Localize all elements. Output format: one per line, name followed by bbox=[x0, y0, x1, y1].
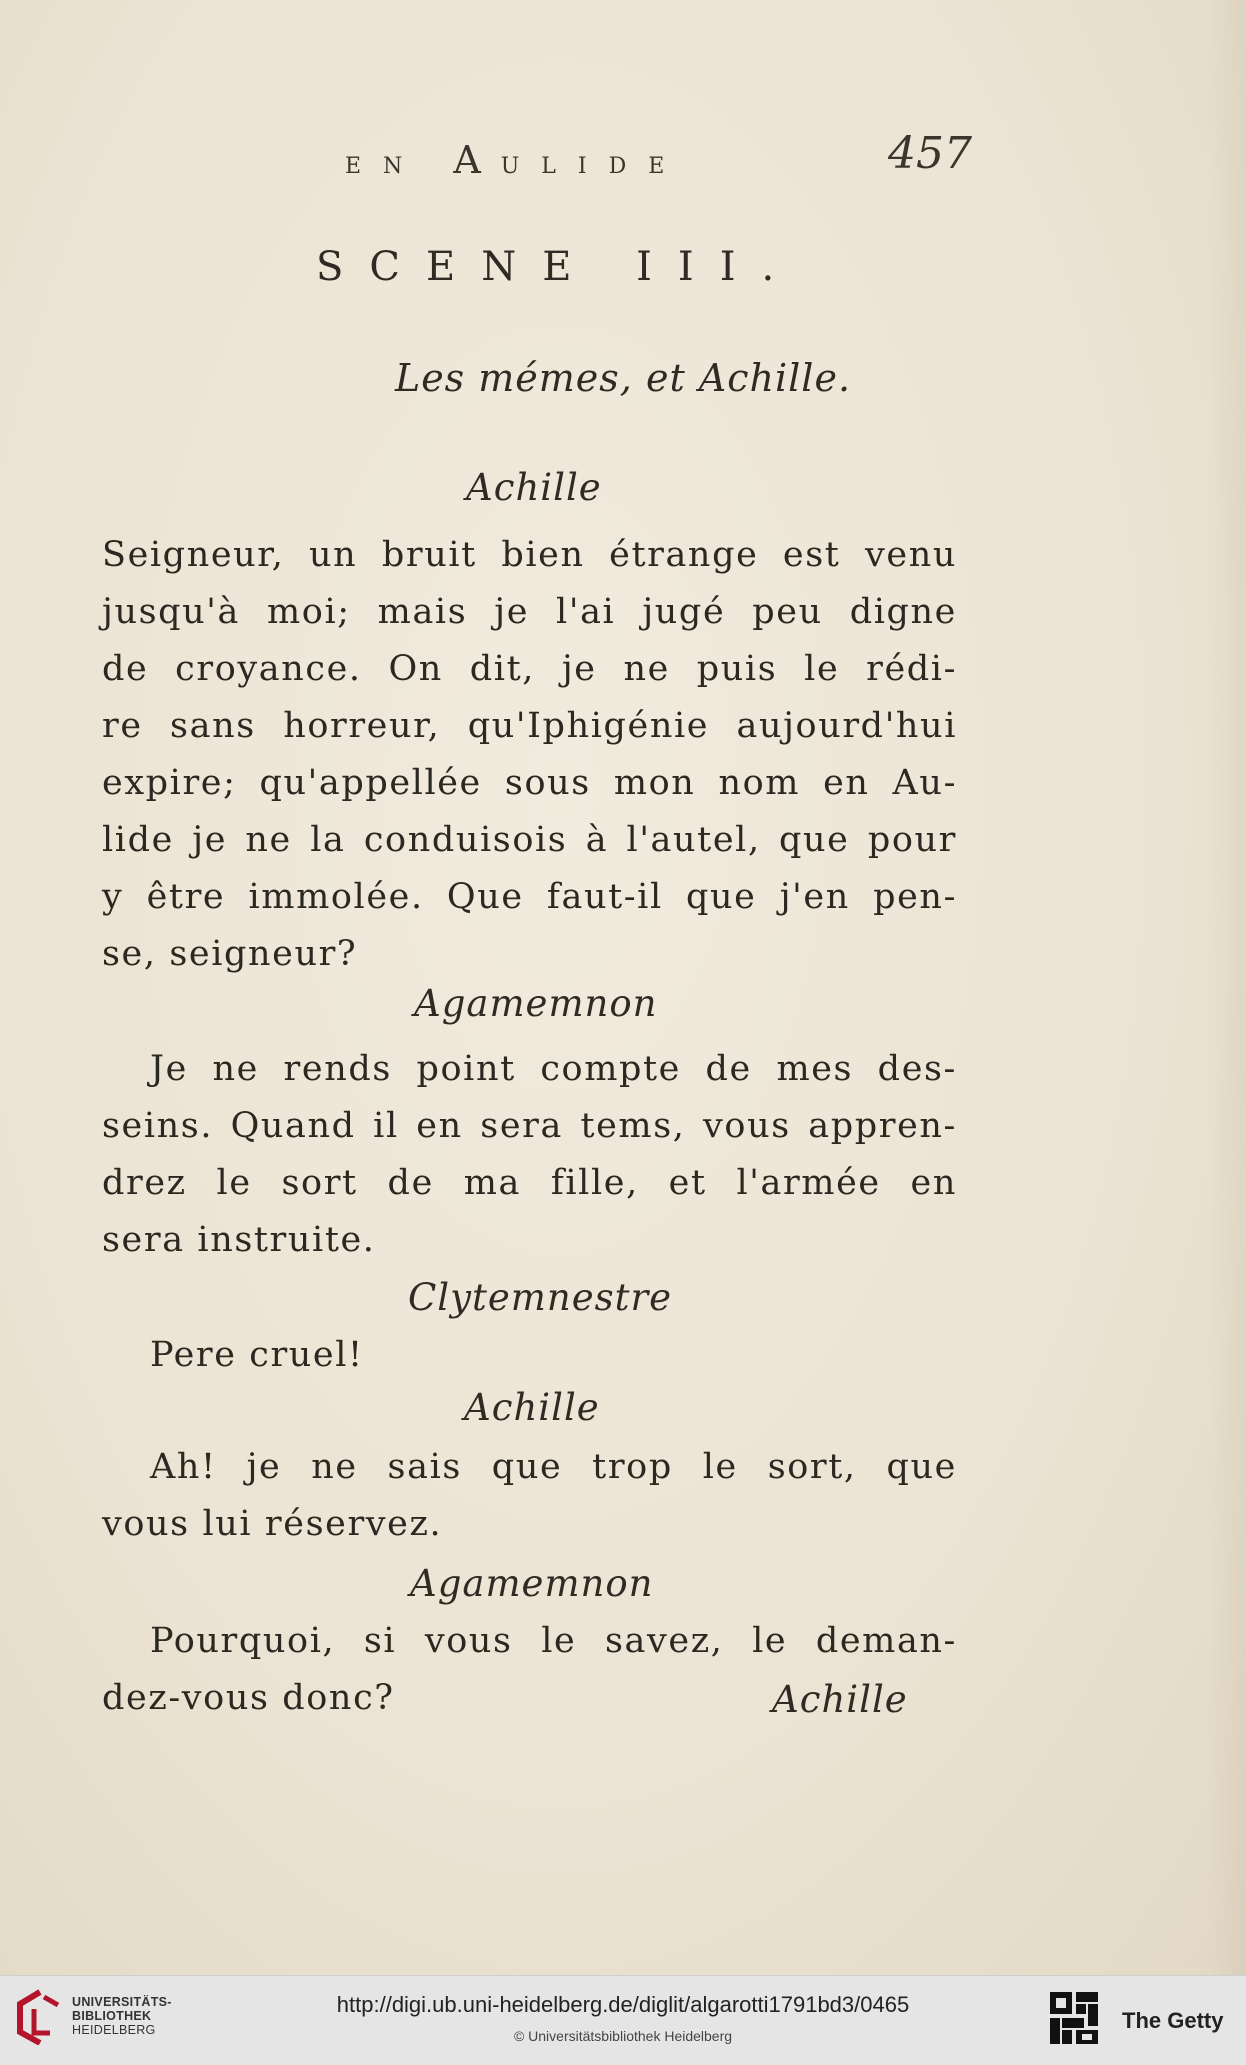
page-edge-shadow bbox=[1206, 0, 1246, 1975]
library-line: UNIVERSITÄTS- bbox=[72, 1995, 172, 2009]
running-head-rest: ULIDE bbox=[500, 154, 687, 179]
speaker-name: Agamemnon bbox=[410, 1562, 654, 1605]
text-line: jusqu'à moi; mais je l'ai jugé peu digne bbox=[102, 592, 957, 632]
speaker-name: Agamemnon bbox=[414, 982, 658, 1025]
library-line: BIBLIOTHEK bbox=[72, 2009, 152, 2023]
text-line: y être immolée. Que faut-il que j'en pen- bbox=[102, 877, 957, 917]
copyright-text: © Universitätsbibliothek Heidelberg bbox=[513, 2028, 733, 2044]
text-line: re sans horreur, qu'Iphigénie aujourd'hui bbox=[102, 706, 957, 746]
footer-bar bbox=[0, 1975, 1246, 2065]
text-line: Ah! je ne sais que trop le sort, que bbox=[150, 1447, 957, 1487]
text-line: Pourquoi, si vous le savez, le deman- bbox=[150, 1621, 957, 1661]
running-head bbox=[345, 138, 686, 182]
speaker-name: Achille bbox=[466, 466, 602, 509]
library-line: HEIDELBERG bbox=[72, 2023, 156, 2037]
text-line: dez-vous donc? bbox=[102, 1678, 395, 1718]
text-line: expire; qu'appellée sous mon nom en Au- bbox=[102, 763, 957, 803]
text-line: se, seigneur? bbox=[102, 934, 358, 974]
scene-subtitle: Les mémes, et Achille. bbox=[394, 356, 852, 400]
page-number: 457 bbox=[888, 128, 972, 179]
running-head-initial: A bbox=[453, 138, 501, 182]
catchword: Achille bbox=[772, 1678, 908, 1721]
text-line: seins. Quand il en sera tems, vous appren- bbox=[102, 1106, 957, 1146]
text-line: Je ne rends point compte de mes des- bbox=[150, 1049, 957, 1089]
getty-name: The Getty bbox=[1122, 2008, 1224, 2033]
text-line: lide je ne la conduisois à l'autel, que pour bbox=[102, 820, 957, 860]
source-url-link[interactable]: http://digi.ub.uni-heidelberg.de/diglit/algarotti1791bd3/0465 bbox=[336, 1992, 910, 2017]
text-line: vous lui réservez. bbox=[102, 1504, 443, 1544]
text-line: sera instruite. bbox=[102, 1220, 376, 1260]
getty-logo-icon bbox=[1048, 1990, 1102, 2048]
text-line: Seigneur, un bruit bien étrange est venu bbox=[102, 535, 957, 575]
text-line: Pere cruel! bbox=[150, 1335, 364, 1375]
scene-title: SCENE III. bbox=[316, 244, 801, 290]
speaker-name: Achille bbox=[464, 1386, 600, 1429]
text-line: de croyance. On dit, je ne puis le rédi- bbox=[102, 649, 957, 689]
text-line: drez le sort de ma fille, et l'armée en bbox=[102, 1163, 957, 1203]
running-head-prefix: EN bbox=[345, 154, 425, 179]
speaker-name: Clytemnestre bbox=[408, 1276, 673, 1319]
